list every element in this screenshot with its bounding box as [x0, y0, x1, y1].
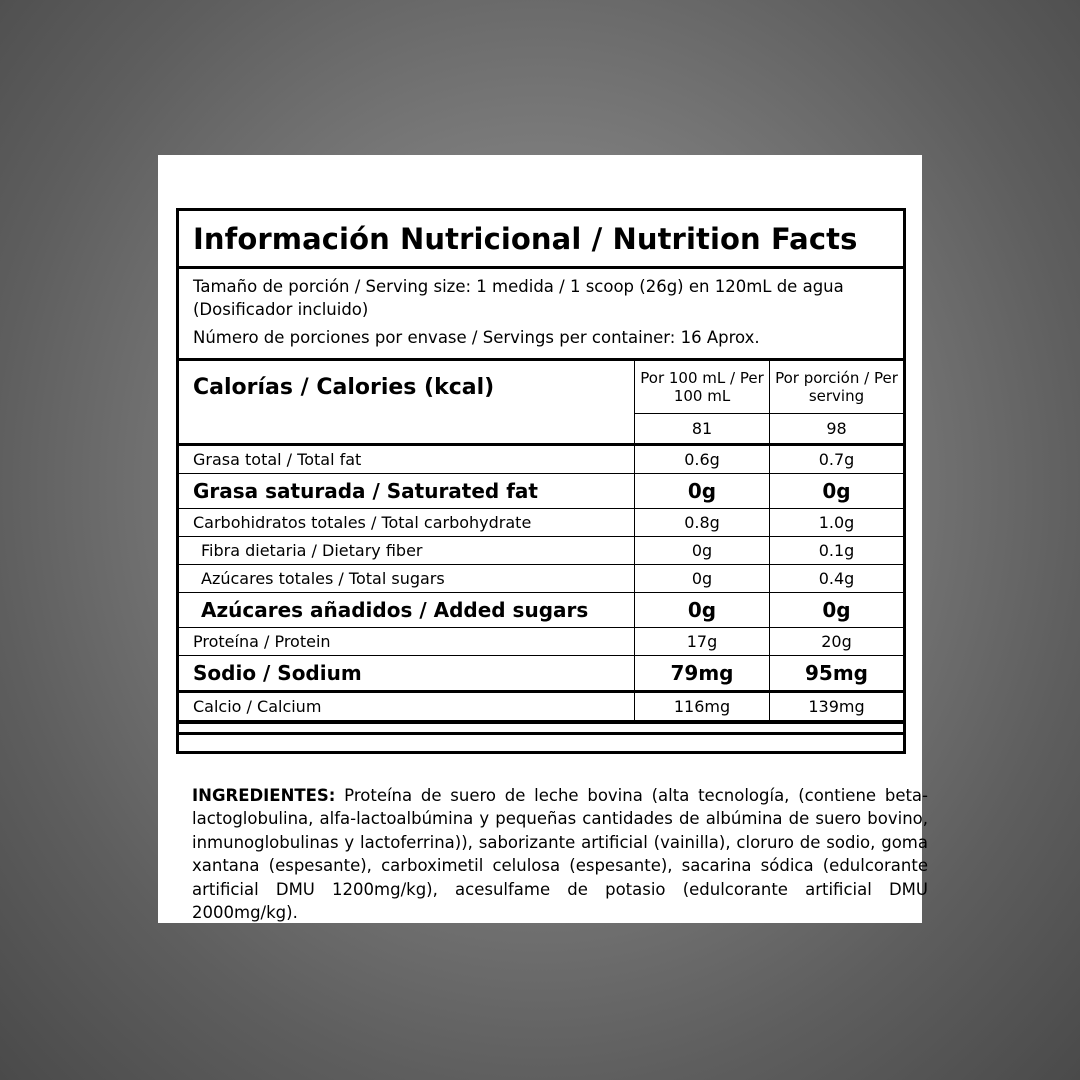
servings-per-container-text: Número de porciones por envase / Servings per container: 16 Aprox.	[193, 327, 760, 347]
nutrient-name: Proteína / Protein	[193, 632, 331, 652]
value-per-100ml: 0g	[687, 598, 717, 623]
calories-block	[179, 358, 903, 444]
nutrient-values	[634, 537, 903, 564]
column-header-per-100ml: Por 100 mL / Per 100 mL	[640, 368, 764, 406]
nutrient-values	[634, 693, 903, 720]
nutrient-values	[634, 593, 903, 627]
table-row	[179, 509, 903, 537]
value-per-serving: 20g	[769, 628, 903, 655]
nutrient-name: Azúcares añadidos / Added sugars	[201, 598, 589, 623]
value-per-serving: 0g	[769, 474, 903, 508]
ingredients-text: Proteína de suero de leche bovina (alta tecnología, (contiene beta-lactoglobulina, alfa-lactoalbúmina y pequeñas cantidades de albúmina de suero bovino, inmunoglobulinas y lactoferrina)), saborizante artificial (vainilla), cloruro de sodio, goma xantana (espesante), carboximetil celulosa (espesante), sacarina sódica (edulcorante artificial DMU 1200mg/kg), acesulfame de potasio (edulcorante artificial DMU 2000mg/kg).	[192, 786, 928, 923]
value-per-serving: 95mg	[769, 656, 903, 690]
serving-size-text: Tamaño de porción / Serving size: 1 medida / 1 scoop (26g) en 120mL de agua (Dosificador incluido)	[193, 277, 844, 320]
value-per-serving: 0.4g	[769, 565, 903, 592]
value-per-100ml: 0g	[691, 569, 713, 589]
nutrient-name: Azúcares totales / Total sugars	[201, 569, 445, 589]
ingredients-heading: INGREDIENTES:	[192, 786, 336, 805]
value-per-serving: 0.1g	[769, 537, 903, 564]
nutrient-values	[634, 565, 903, 592]
calories-value-per-serving: 98	[770, 413, 903, 443]
column-header-per-serving: Por porción / Per serving	[775, 368, 898, 406]
column-per-serving	[769, 361, 903, 444]
value-per-100ml: 79mg	[670, 661, 734, 686]
value-per-100ml: 0.6g	[684, 450, 720, 470]
nutrition-label-card	[158, 155, 928, 923]
table-row	[179, 593, 903, 628]
value-per-serving: 1.0g	[769, 509, 903, 536]
table-row	[179, 628, 903, 656]
nutrition-label-inner	[176, 208, 928, 923]
calories-label: Calorías / Calories (kcal)	[193, 374, 495, 400]
value-per-100ml: 0.8g	[684, 513, 720, 533]
value-per-serving: 0.7g	[769, 446, 903, 473]
table-footer-bar	[176, 732, 906, 754]
ingredients-section	[192, 784, 928, 925]
table-row	[179, 693, 903, 721]
table-bottom-rule	[179, 721, 903, 732]
nutrient-name: Calcio / Calcium	[193, 697, 322, 717]
value-per-100ml: 0g	[691, 541, 713, 561]
calories-columns	[634, 361, 903, 444]
value-per-100ml: 0g	[687, 479, 717, 504]
nutrition-facts-title: Información Nutricional / Nutrition Facts	[193, 222, 858, 256]
nutrient-values	[634, 656, 903, 690]
calories-value-per-100ml: 81	[635, 413, 769, 443]
nutrient-name: Grasa saturada / Saturated fat	[193, 479, 538, 504]
value-per-100ml: 116mg	[673, 697, 731, 717]
nutrient-rows	[179, 443, 903, 690]
nutrient-values	[634, 509, 903, 536]
nutrient-name: Fibra dietaria / Dietary fiber	[201, 541, 423, 561]
nutrient-values	[634, 474, 903, 508]
table-row	[179, 446, 903, 474]
value-per-serving: 0g	[769, 593, 903, 627]
serving-info	[179, 266, 903, 357]
table-row	[179, 537, 903, 565]
value-per-100ml: 17g	[686, 632, 718, 652]
column-per-100ml	[635, 361, 769, 444]
nutrient-name: Grasa total / Total fat	[193, 450, 362, 470]
table-row	[179, 474, 903, 509]
nutrient-values	[634, 446, 903, 473]
nutrition-facts-table	[176, 208, 906, 732]
value-per-serving: 139mg	[769, 693, 903, 720]
table-row	[179, 565, 903, 593]
nutrient-values	[634, 628, 903, 655]
table-row	[179, 656, 903, 690]
nutrient-name: Carbohidratos totales / Total carbohydrate	[193, 513, 532, 533]
nutrient-name: Sodio / Sodium	[193, 661, 362, 686]
